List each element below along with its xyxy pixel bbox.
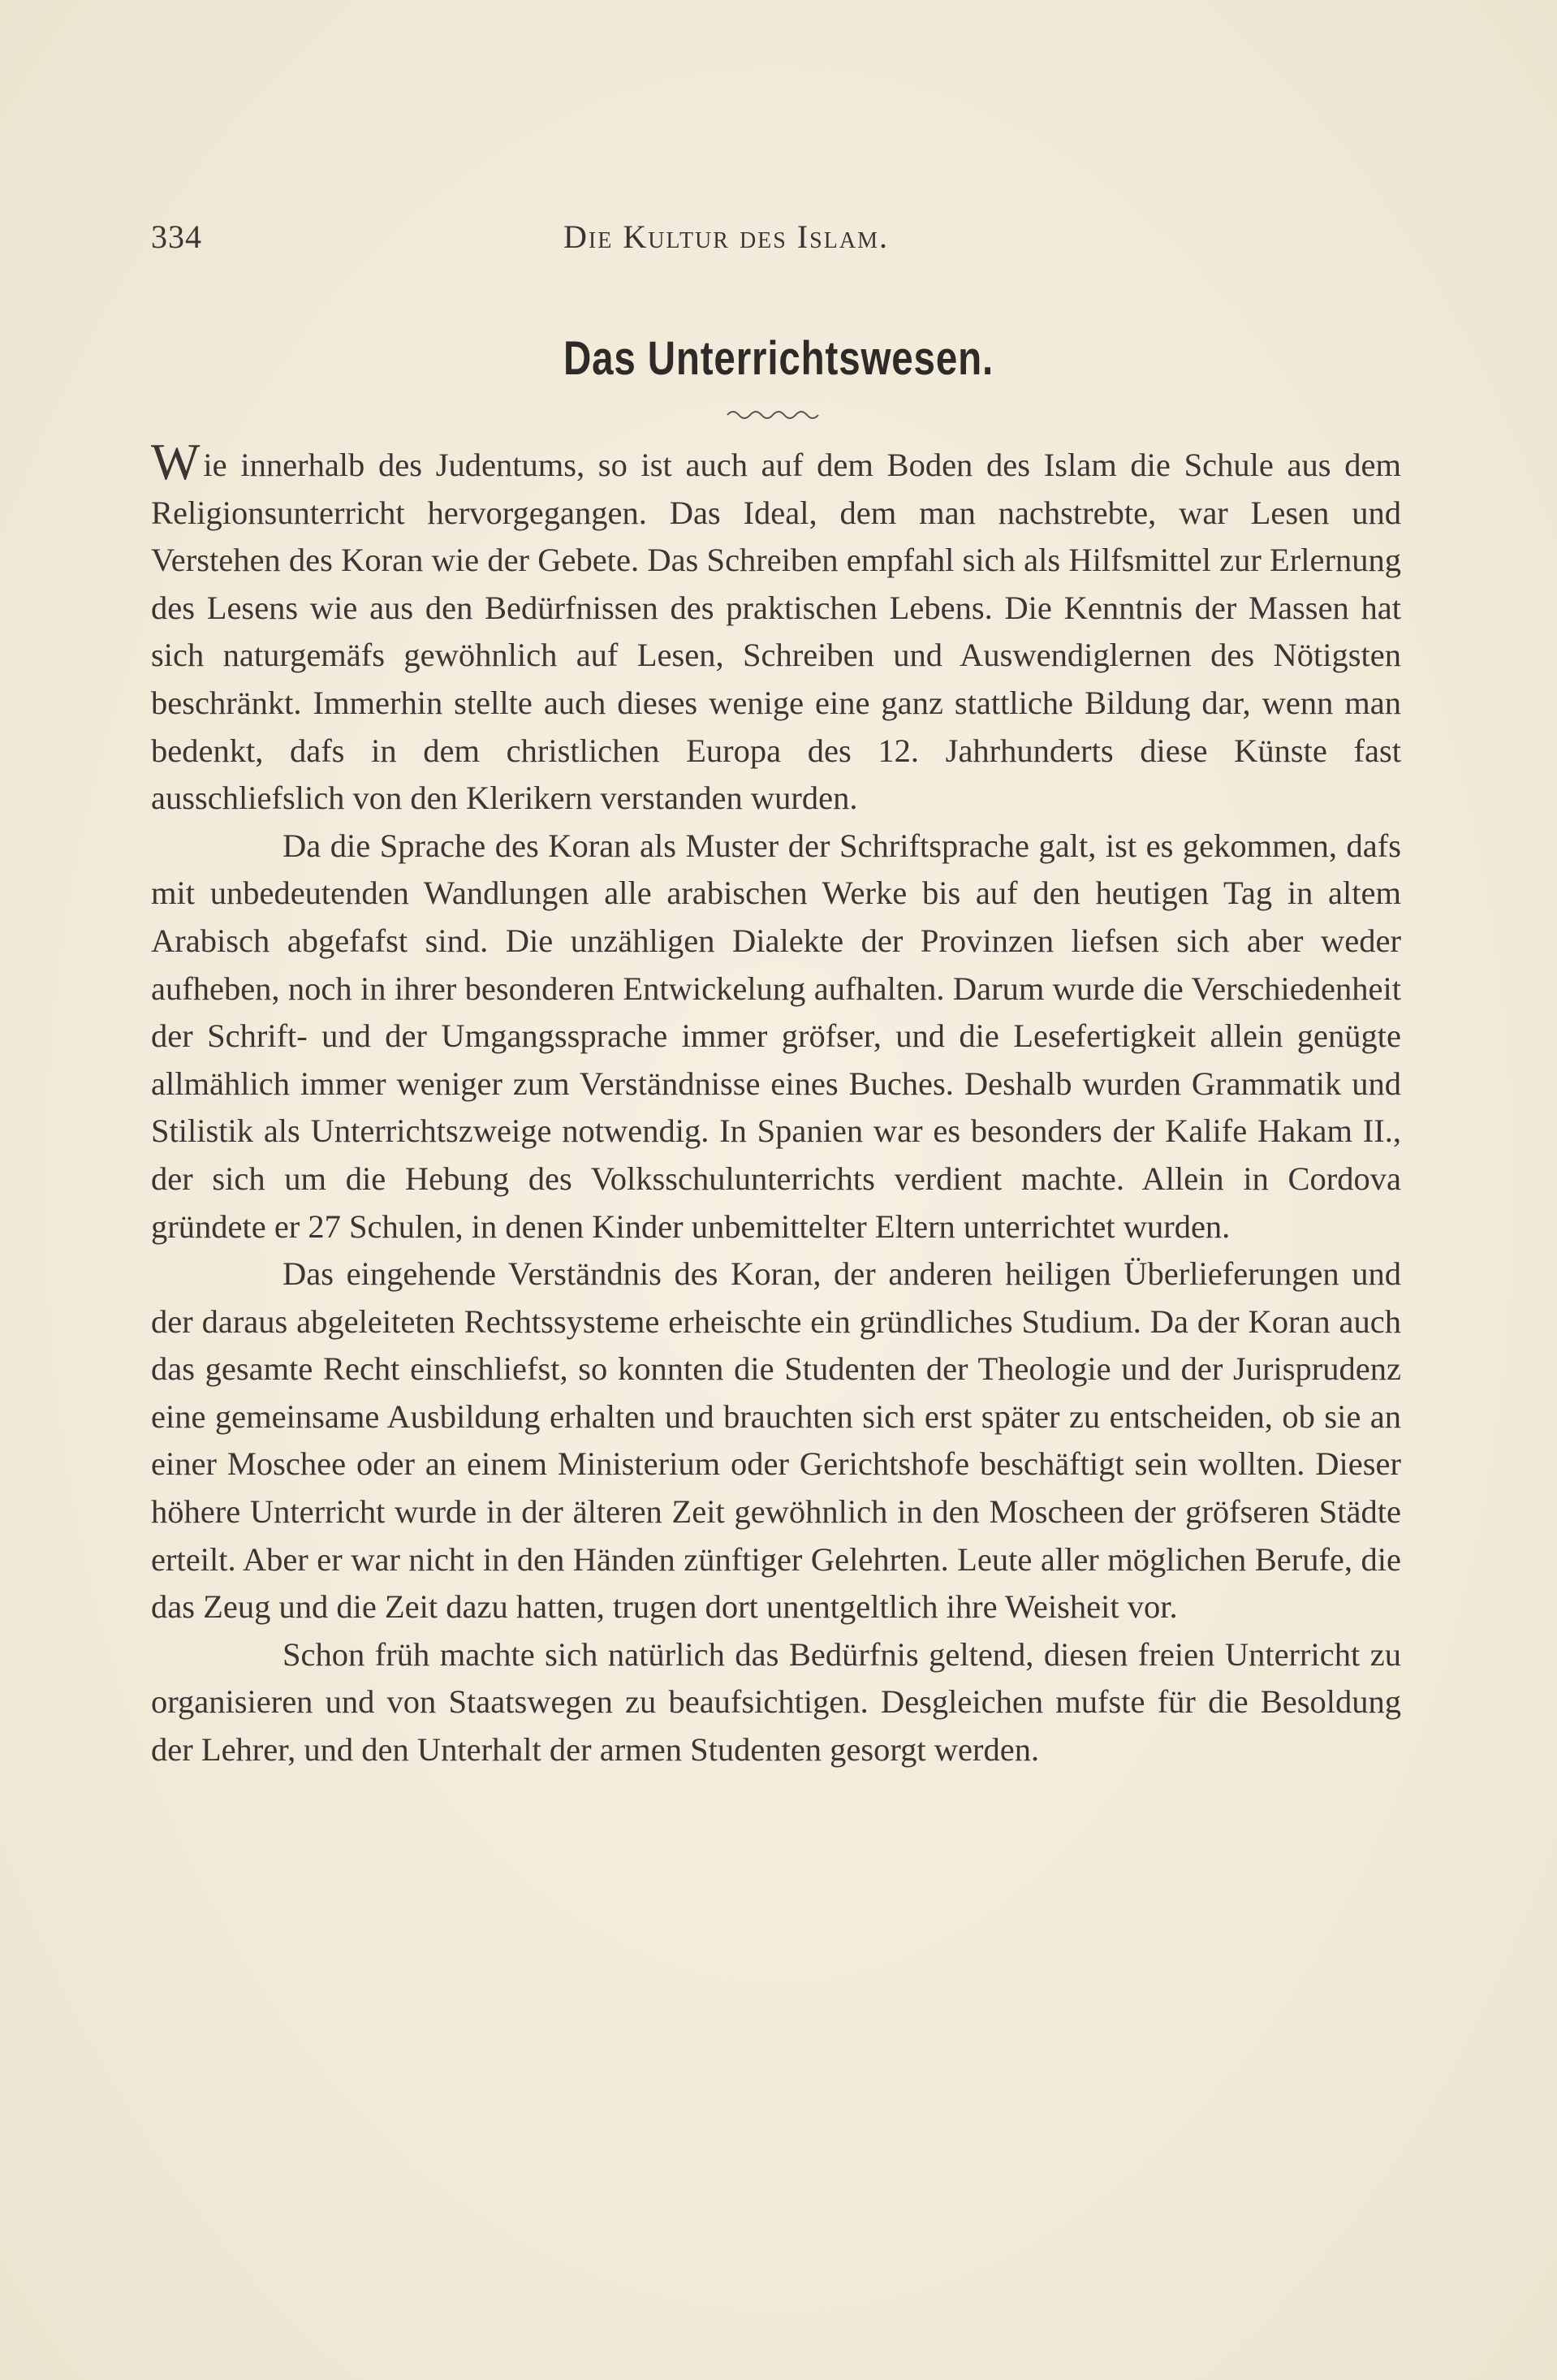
running-head: [151, 218, 1403, 258]
page-number: 334: [151, 218, 202, 255]
wavy-ornament-icon: [726, 406, 820, 424]
paragraph-3: Das eingehende Verständnis des Koran, der anderen heiligen Überlieferungen und der daraus abgeleiteten Rechtssysteme erheischte ein gründliches Studium. Da der Koran auch das gesamte Recht einschliefst, so konnten die Studenten der Theologie und der Jurisprudenz eine gemeinsame Ausbildung erhalten und brauchten sich erst später zu entscheiden, ob sie an einer Moschee oder an einem Ministerium oder Gerichtshofe beschäftigt sein wollten. Dieser höhere Unterricht wurde in der älteren Zeit gewöhnlich in den Moscheen der gröfseren Städte erteilt. Aber er war nicht in den Händen zünftiger Gelehrten. Leute aller möglichen Berufe, die das Zeug und die Zeit dazu hatten, trugen dort unentgeltlich ihre Weisheit vor.: [151, 1255, 1401, 1626]
running-title: Die Kultur des Islam.: [563, 218, 889, 255]
paragraph-1-text: ie innerhalb des Judentums, so ist auch auf dem Boden des Islam die Schule aus dem Religionsunterricht hervorgegangen. Das Ideal, dem man nachstrebte, war Lesen und Verstehen des Koran wie der Gebete. Das Schreiben empfahl sich als Hilfsmittel zur Erlernung des Lesens wie aus den Bedürfnissen des praktischen Lebens. Die Kenntnis der Massen hat sich naturgemäfs gewöhnlich auf Lesen, Schreiben und Auswendiglernen des Nötigsten beschränkt. Immerhin stellte auch dieses wenige eine ganz stattliche Bildung dar, wenn man bedenkt, dafs in dem christlichen Europa des 12. Jahrhunderts diese Künste fast ausschliefslich von den Klerikern verstanden wurden.: [151, 447, 1401, 817]
initial-letter: W: [151, 433, 201, 490]
body-text: [151, 433, 1401, 1774]
paragraph-1: [151, 433, 1401, 823]
section-title: Das Unterrichtswesen.: [563, 332, 994, 385]
paragraph-2: Da die Sprache des Koran als Muster der Schriftsprache galt, ist es gekommen, dafs mit unbedeutenden Wandlungen alle arabischen Werke bis auf den heutigen Tag in altem Arabisch abgefafst sind. Die unzähligen Dialekte der Provinzen liefsen sich aber weder aufheben, noch in ihrer besonderen Entwickelung aufhalten. Darum wurde die Verschiedenheit der Schrift- und der Umgangssprache immer gröfser, und die Lesefertigkeit allein genügte allmählich immer weniger zum Verständnisse eines Buches. Deshalb wurden Grammatik und Stilistik als Unterrichtszweige notwendig. In Spanien war es besonders der Kalife Hakam II., der sich um die Hebung des Volksschulunterrichts verdient machte. Allein in Cordova gründete er 27 Schulen, in denen Kinder unbemittelter Eltern unterrichtet wurden.: [151, 827, 1401, 1245]
paragraph-4: Schon früh machte sich natürlich das Bedürfnis geltend, diesen freien Unterricht zu organisieren und von Staatswegen zu beaufsichtigen. Desgleichen mufste für die Besoldung der Lehrer, und den Unterhalt der armen Studenten gesorgt werden.: [151, 1635, 1401, 1769]
